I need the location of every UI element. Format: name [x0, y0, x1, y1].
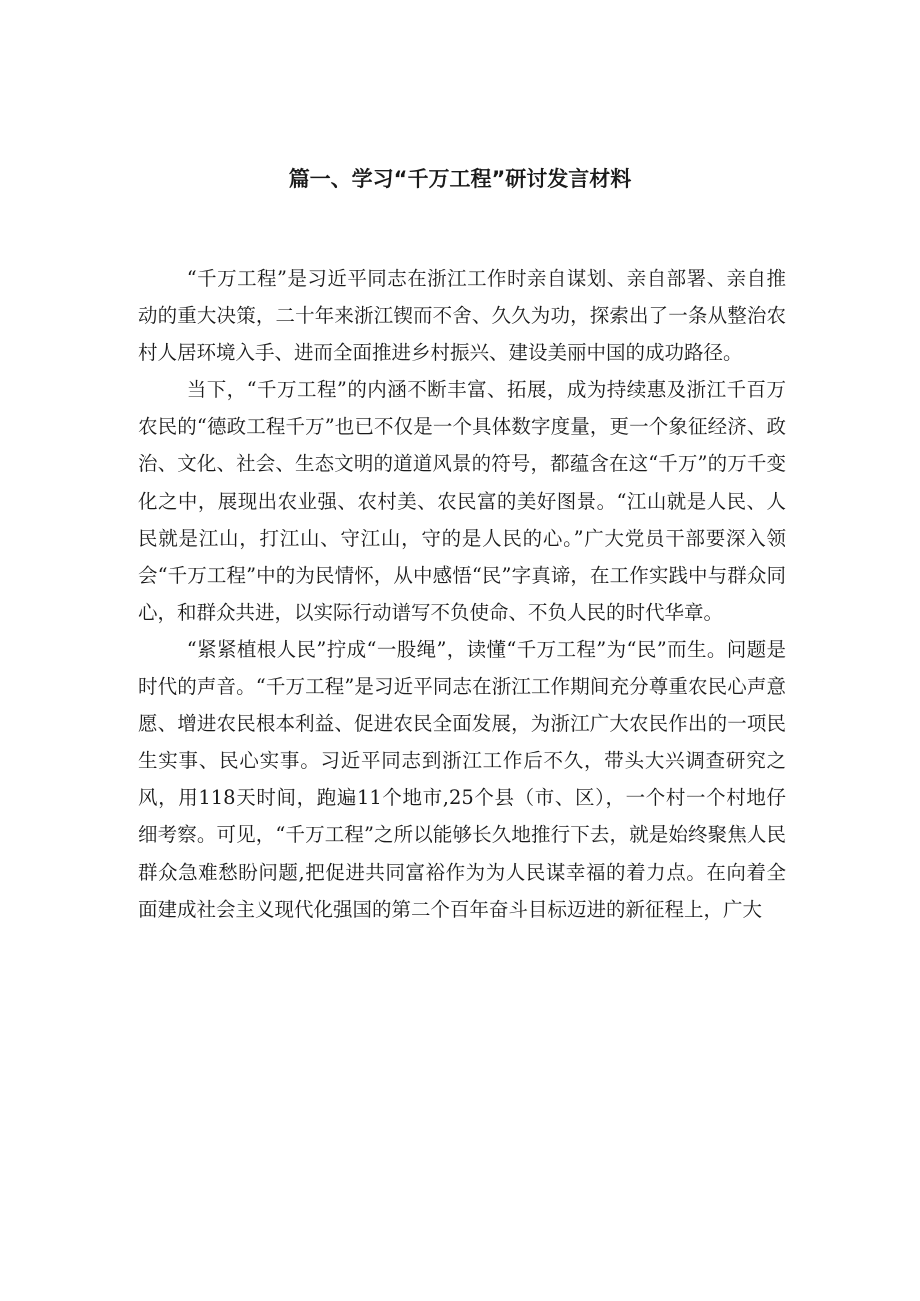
paragraph-3: “紧紧植根人民”拧成“一股绳”，读懂“千万工程”为“民”而生。问题是时代的声音。“千万工程”是习近平同志在浙江工作期间充分尊重农民心声意愿、增进农民根本利益、促进农民全面发展，为浙江广大农民作出的一项民生实事、民心实事。习近平同志到浙江工作后不久，带头大兴调查研究之风，用118天时间，跑遍11个地市,25个县（市、区），一个村一个村地仔细考察。可见，“千万工程”之所以能够长久地推行下去，就是始终聚焦人民群众急难愁盼问题,把促进共同富裕作为为人民谋幸福的着力点。在向着全面建成社会主义现代化强国的第二个百年奋斗目标迈进的新征程上，广大: [138, 637, 786, 921]
paragraph-2: 当下，“千万工程”的内涵不断丰富、拓展，成为持续惠及浙江千百万农民的“德政工程千万”也已不仅是一个具体数字度量，更一个象征经济、政治、文化、社会、生态文明的道道风景的符号，都蕴含在这“千万”的万千变化之中，展现出农业强、农村美、农民富的美好图景。“江山就是人民、人民就是江山，打江山、守江山，守的是人民的心。”广大党员干部要深入领会“千万工程”中的为民情怀，从中感悟“民”字真谛，在工作实践中与群众同心，和群众共进，以实际行动谱写不负使命、不负人民的时代华章。: [138, 378, 786, 624]
paragraph-1: “千万工程”是习近平同志在浙江工作时亲自谋划、亲自部署、亲自推动的重大决策，二十年来浙江锲而不舍、久久为功，探索出了一条从整治农村人居环境入手、进而全面推进乡村振兴、建设美丽中国的成功路径。: [138, 267, 786, 365]
document-body: [138, 260, 786, 928]
document-title: 篇一、学习“千万工程”研讨发言材料: [288, 167, 632, 191]
